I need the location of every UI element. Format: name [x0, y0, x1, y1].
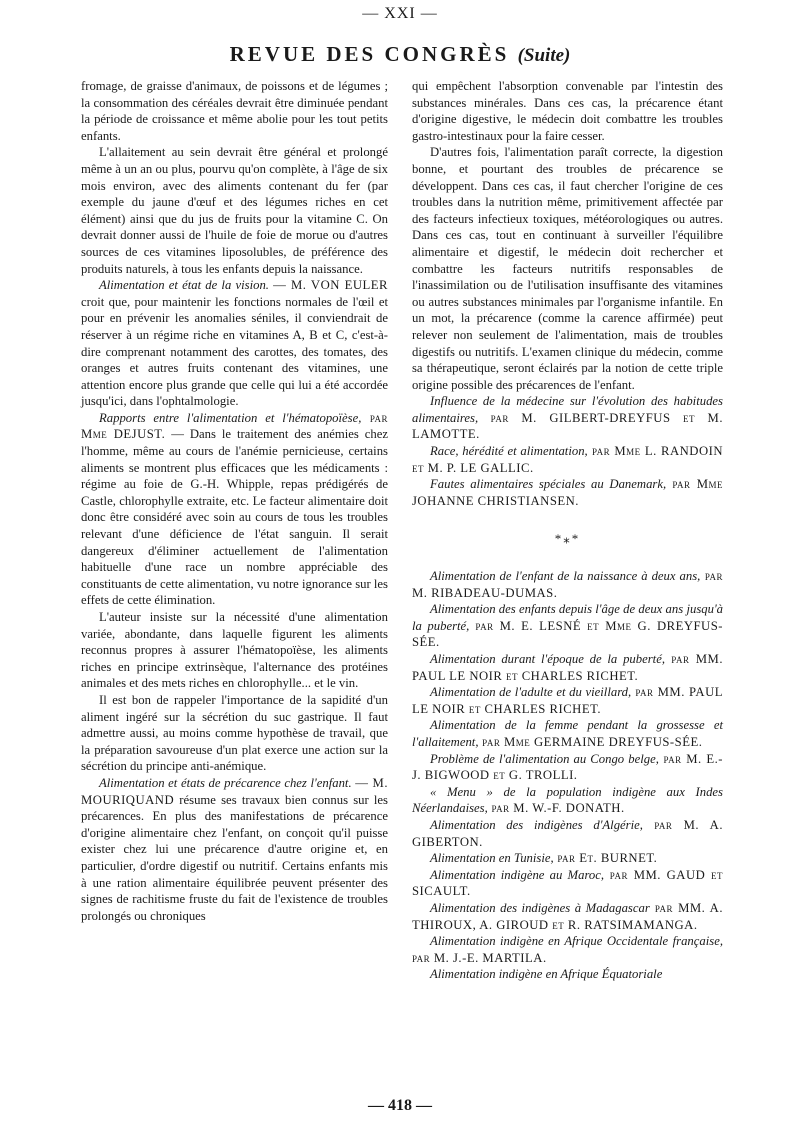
reference-author: par M. J.-E. MARTILA. [412, 950, 547, 965]
author: — M. MOURIQUAND [81, 775, 389, 807]
paragraph: Il est bon de rappeler l'importance de la sapidité d'un aliment ingéré sur la sécrétion du suc gastrique. Il faut admettre aussi, au moins comme hypothèse de travail, que la préparation savoureuse d'un plat exerce une action sur la sécrétion du principe anti-anémique. [81, 692, 388, 774]
paragraph: L'allaitement au sein devrait être général et prolongé même à un an ou plus, pourvu qu'on complète, à l'âge de six mois environ, avec des aliments contenant du fer (par exemple du jaune d'œuf et des légumes riches en cet élément) ainsi que du jus de fruits pour la vitamine C. On devrait donner aussi de l'huile de foie de morue ou d'autres sources de ces vitamines liposolubles, de préférence des produits naturels, à tous les enfants depuis la naissance. [81, 145, 388, 276]
header-suite: (Suite) [517, 45, 571, 66]
reference-entry [412, 867, 723, 900]
reference-author: par Mme L. RANDOIN et M. P. LE GALLIC. [412, 444, 723, 475]
reference-entry [412, 966, 723, 983]
reference-title: Alimentation de la femme pendant la grossesse et l'allaitement, [412, 718, 723, 749]
reference-author: par MM. A. THIROUX, A. GIROUD et R. RATSIMAMANGA. [412, 900, 723, 932]
reference-author: par Mme GERMAINE DREYFUS-SÉE. [478, 734, 703, 749]
page-number: — 418 — [368, 1097, 432, 1114]
reference-author: par MM. PAUL LE NOIR et CHARLES RICHET. [412, 685, 723, 716]
reference-author: par M. A. GIBERTON. [412, 817, 723, 849]
reference-title: Alimentation durant l'époque de la puberté, [430, 652, 665, 666]
section-title: Alimentation et états de précarence chez l'enfant. [99, 775, 352, 790]
reference-title: Alimentation indigène en Afrique Occidentale française, [430, 934, 723, 949]
reference-title: Alimentation des indigènes à Madagascar [430, 900, 650, 915]
reference-author: par M. E.-J. BIGWOOD et G. TROLLI. [412, 751, 723, 783]
paragraph-text: résume ses travaux bien connus sur les précarences. En plus des manifestations de précarence d'origine alimentaire chez l'enfant, on conçoit qu'il puisse exister chez lui une précarence d'autre origine et, en particulier, d'ordre digestif ou nutritif. Certains enfants mis à une ration alimentaire équilibrée peuvent présenter des signes de rachitisme fruste du fait de l'existence de troubles prolongés ou chroniques [81, 792, 388, 923]
section-title: Rapports entre l'alimentation et l'hématopoïèse, [99, 410, 362, 425]
reference-author: par M. RIBADEAU-DUMAS. [412, 569, 723, 600]
paragraph-vision [81, 277, 388, 410]
reference-title: Alimentation de l'enfant de la naissance à deux ans, [430, 569, 701, 584]
left-column [81, 78, 388, 924]
reference-entry [412, 684, 723, 717]
paragraph-text: — Dans le traitement des anémies chez l'homme, même au cours de l'anémie pernicieuse, certains aliments se montrent plus efficaces que les médicaments : régime au foie de G.-H. Whipple, repas prédigérés de Castle, chlorophylle extraite, etc. Le facteur alimentaire doit donc être considéré avec soin au cours de tous les troubles relevant d'une déficience de l'état sanguin. Il serait dangereux d'éliminer actuellement de l'alimentation habituelle d'une race un nombre appréciable des constituants de cette alimentation, vu notre ignorance sur les effets de cette élimination. [81, 427, 388, 608]
author: par Mme DEJUST. [81, 410, 389, 442]
reference-author: par M. E. LESNÉ et Mme G. DREYFUS-SÉE. [412, 618, 723, 650]
reference-entry [412, 784, 723, 817]
reference-entry [412, 717, 723, 750]
reference-title: Alimentation de l'adulte et du vieillard, [430, 685, 632, 700]
paragraph: qui empêchent l'absorption convenable par l'intestin des substances minérales. Dans ces cas, la précarence étant d'origine digestive, le médecin doit combattre les troubles gastro-intestinaux pour la faire cesser. [412, 79, 723, 143]
section-title: Alimentation et état de la vision. [99, 278, 269, 293]
reference-entry [412, 850, 723, 867]
roman-page-number: — XXI — [362, 5, 438, 22]
reference-title: Problème de l'alimentation au Congo belge, [430, 751, 659, 766]
reference-title: Fautes alimentaires spéciales au Danemark, [430, 477, 667, 492]
header-title: REVUE DES CONGRÈS [229, 42, 510, 66]
reference-entry [412, 651, 723, 684]
reference-entry [412, 900, 723, 933]
right-column [412, 78, 723, 983]
reference-entry [412, 476, 723, 509]
reference-entry [412, 568, 723, 601]
reference-title: « Menu » de la population indigène aux Indes Néerlandaises, [412, 784, 723, 816]
reference-author: par MM. PAUL LE NOIR et CHARLES RICHET. [412, 652, 724, 683]
reference-title: Alimentation des indigènes d'Algérie, [430, 817, 643, 832]
reference-entry [412, 817, 723, 850]
reference-list [412, 568, 723, 983]
reference-title: Influence de la médecine sur l'évolution des habitudes alimentaires, [412, 394, 723, 425]
reference-title: Alimentation des enfants depuis l'âge de deux ans jusqu'à la puberté, [412, 602, 723, 633]
reference-title: Alimentation en Tunisie, [430, 851, 554, 866]
paragraph-hematopoiese [81, 410, 388, 609]
paragraph: D'autres fois, l'alimentation paraît correcte, la digestion bonne, et pourtant des troubles de précarence se développent. Dans ces cas, il faut chercher l'origine de ces troubles dans la nutrition même, primitivement affectée par des facteurs infectieux toxiques, météorologiques ou autres. Dans ces cas, tout en continuant à surveiller l'équilibre alimentaire et digestif, le médecin doit rechercher et combattre les facteurs nutritifs responsables de l'inassimilation ou de l'utilisation insuffisante des vitamines ou autres substances minimales par l'organisme infantile. En un mot, la précarence (comme la carence affirmée) peut relever non seulement de l'alimentation, mais de troubles digestifs ou nutritifs. L'examen clinique du médecin, comme sa thérapeutique, seront éclairés par la notion de cette triple origine possible des précarences de l'enfant. [412, 145, 723, 392]
paragraph-text: croit que, pour maintenir les fonctions normales de l'œil et pour en prévenir les anomalies séniles, il conviendrait de réserver à un régime riche en vitamines A, B et C, c'est-à-dire comprenant notamment des carottes, des tomates, des oranges et autres fruits contenant des vitamines, une attention encore plus grande que celle qui lui a été accordée jusqu'ici, dans l'ophtalmologie. [81, 294, 388, 409]
reference-author: par M. GILBERT-DREYFUS et M. LAMOTTE. [412, 410, 723, 442]
reference-author: par M. W.-F. DONATH. [487, 801, 625, 816]
reference-author: par Mme JOHANNE CHRISTIANSEN. [412, 477, 723, 508]
running-header [0, 42, 800, 67]
reference-author: par Et. BURNET. [553, 851, 658, 866]
reference-author: par MM. GAUD et SICAULT. [412, 867, 724, 899]
reference-entry [412, 933, 723, 966]
reference-entry [412, 751, 723, 784]
author: — M. VON EULER [273, 278, 388, 293]
reference-entry [412, 443, 723, 476]
asterism-divider: *⁎* [554, 531, 581, 547]
reference-title: Race, hérédité et alimentation, [430, 444, 588, 459]
reference-entry [412, 393, 723, 443]
reference-title: Alimentation indigène en Afrique Équatoriale [430, 967, 663, 982]
reference-title: Alimentation indigène au Maroc, [430, 867, 605, 882]
paragraph: L'auteur insiste sur la nécessité d'une alimentation variée, abondante, dans laquelle figurent les aliments reconnus propres à assurer l'hématopoïèse, les aliments riches en principe extrinsèque, l'alternance des protéines animales et des mets riches en chlorophylle... et le vin. [81, 610, 388, 691]
paragraph-precarence [81, 775, 388, 924]
reference-entry [412, 601, 723, 651]
paragraph: fromage, de graisse d'animaux, de poissons et de légumes ; la consommation des céréales devrait être diminuée pendant la période de croissance et même abolie pour les tout petits enfants. [81, 79, 388, 143]
